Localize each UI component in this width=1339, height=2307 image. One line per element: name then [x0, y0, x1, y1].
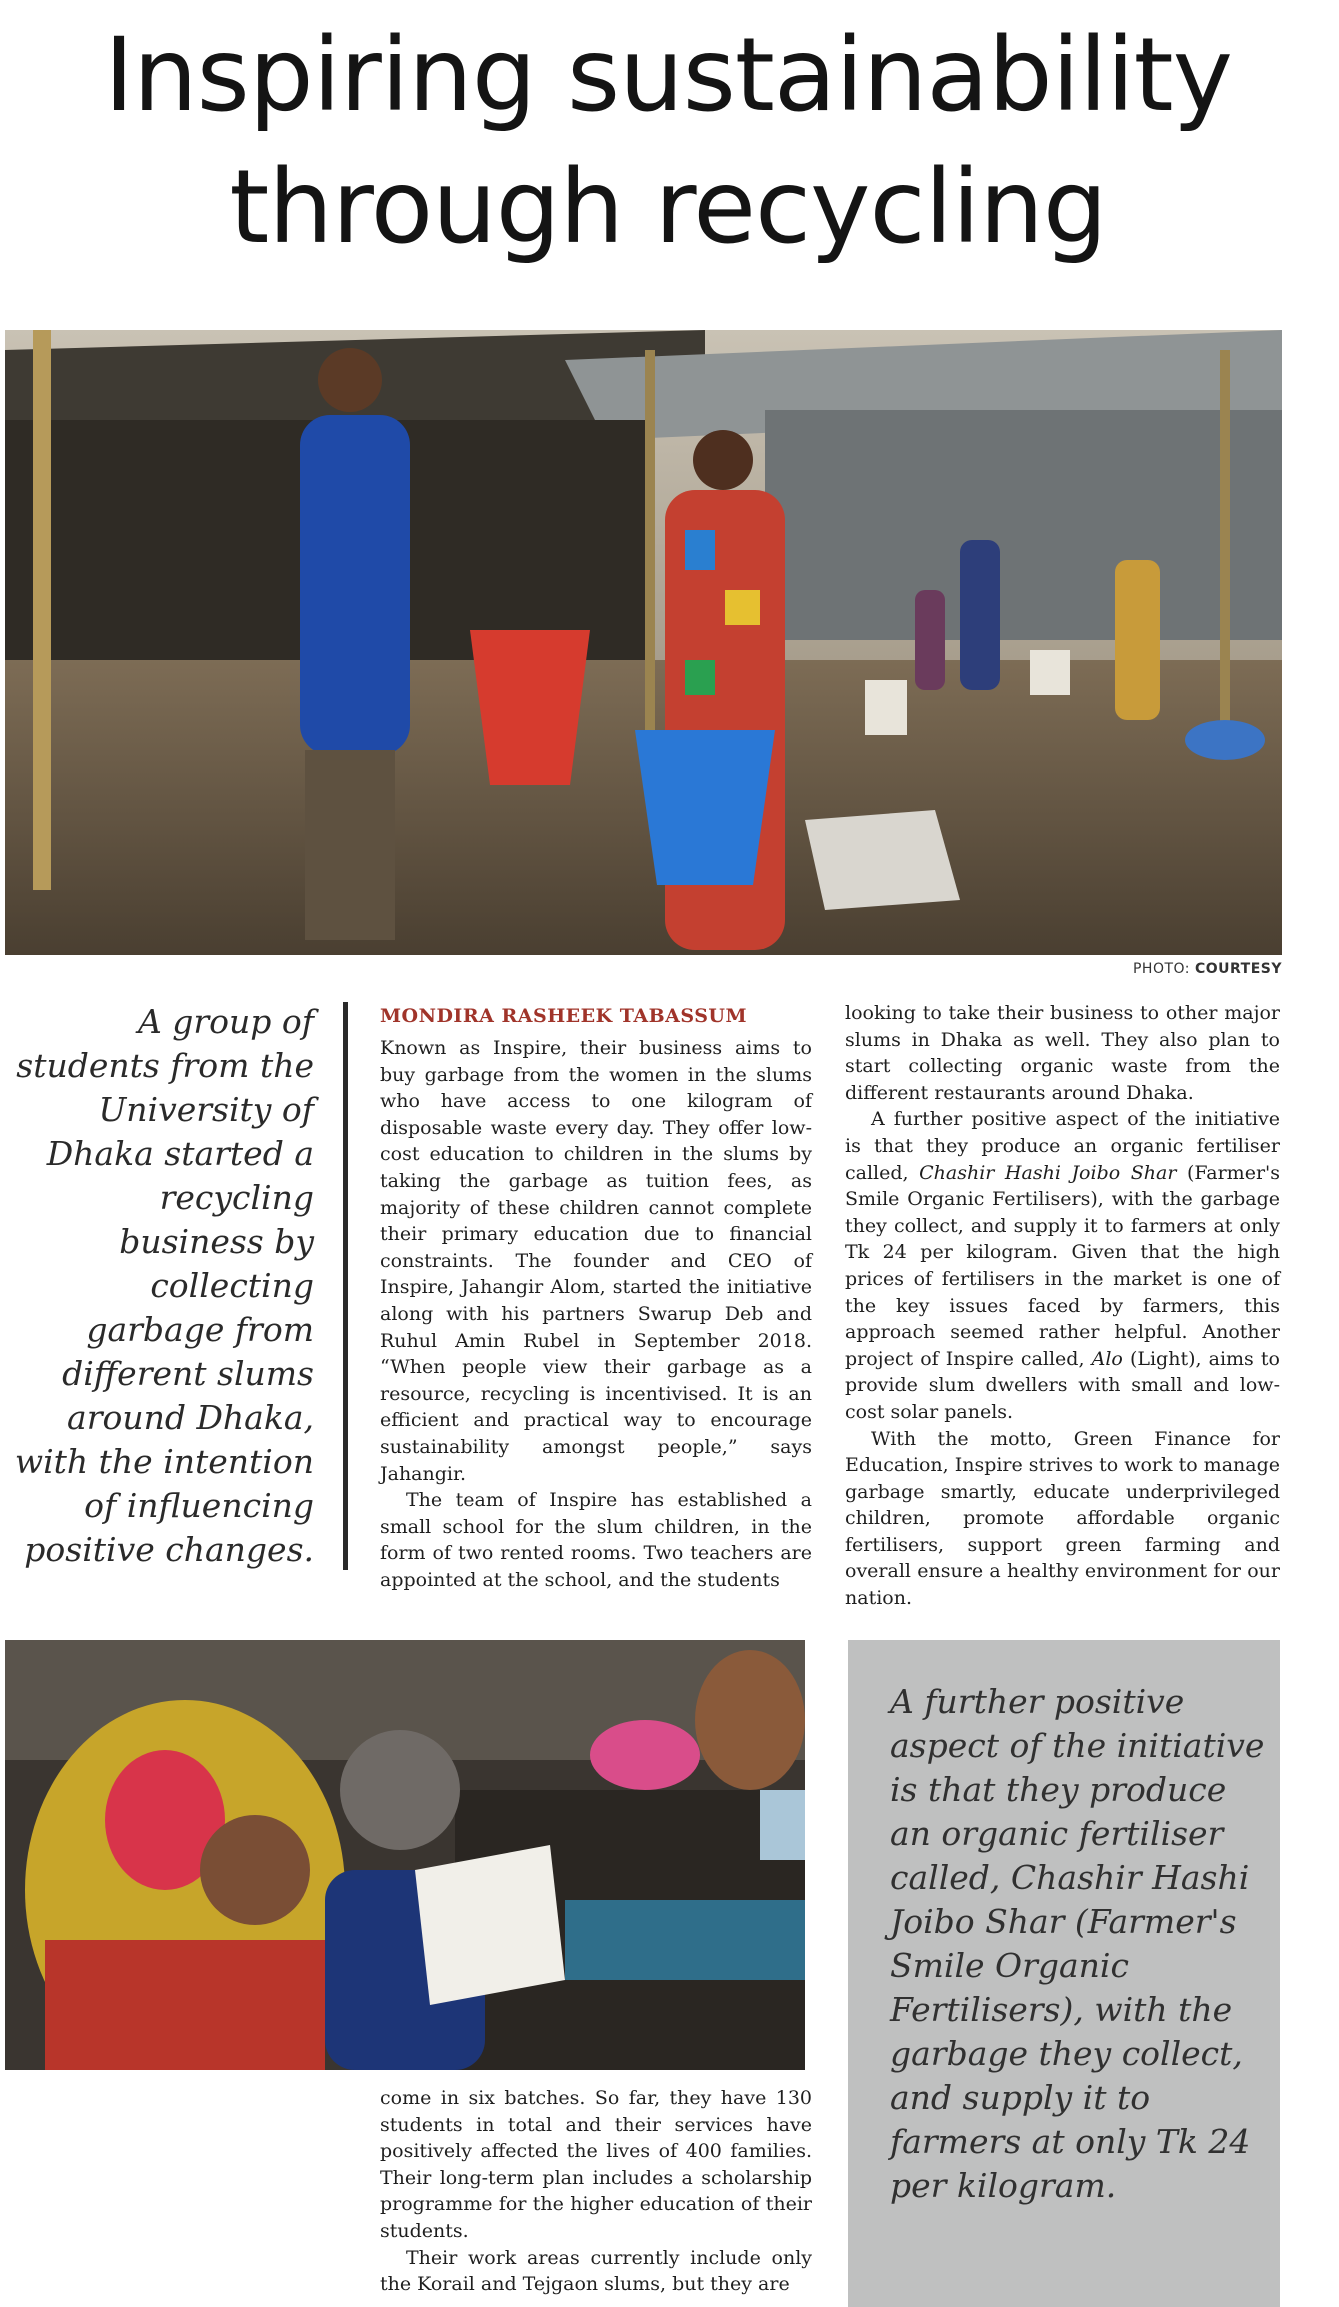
paragraph: looking to take their business to other major slums in Dhaka as well. They also plan to start collecting organic waste from the different restaurants around Dhaka.	[845, 1002, 1280, 1104]
body-column-2	[845, 1000, 1280, 1612]
byline: MONDIRA RASHEEK TABASSUM	[380, 1005, 748, 1027]
headline-line-1: Inspiring sustainability	[103, 16, 1233, 135]
paragraph: Their work areas currently include only the Korail and Tejgaon slums, but they are	[380, 2246, 812, 2296]
paragraph: Known as Inspire, their business aims to buy garbage from the women in the slums who have access to one kilogram of disposable waste every day. They offer low-cost education to children in the slums by taking the garbage as tuition fees, as majority of these children cannot complete their primary education due to financial constraints. The founder and CEO of Inspire, Jahangir Alom, started the initiative along with his partners Swarup Deb and Ruhul Amin Rubel in September 2018. “When people view their garbage as a resource, recycling is incentivised. It is an efficient and practical way to encourage sustainability amongst people,” says Jahangir.	[380, 1037, 812, 1485]
photo-credit: PHOTO: COURTESY	[1132, 961, 1282, 977]
paragraph: come in six batches. So far, they have 130 students in total and their services have positively affected the lives of 400 families. Their long-term plan includes a scholarship programme for the higher education of their students.	[380, 2087, 812, 2242]
standfirst: A group of students from the University of Dhaka started a recycling business by collecting garbage from different slums around Dhaka, with the intention of influencing positive changes.	[14, 1002, 314, 1569]
pull-quote: A further positive aspect of the initiative is that they produce an organic fertiliser called, Chashir Hashi Joibo Shar (Farmer's Smile Organic Fertilisers), with the garbage they collect, and supply it to farmers at only Tk 24 per kilogram.	[890, 1682, 1265, 2205]
paragraph: The team of Inspire has established a small school for the slum children, in the form of two rented rooms. Two teachers are appointed at the school, and the students	[380, 1489, 812, 1591]
body-column-1-continued	[380, 2085, 812, 2298]
headline	[8, 10, 1328, 274]
column-rule	[343, 1002, 348, 1570]
fertiliser-name: Chashir Hashi Joibo Shar	[919, 1161, 1177, 1184]
body-column-1	[380, 1035, 812, 1593]
main-photo	[5, 330, 1282, 955]
project-name: Alo	[1091, 1347, 1123, 1370]
headline-line-2: through recycling	[229, 148, 1107, 267]
secondary-photo	[5, 1640, 805, 2070]
paragraph: With the motto, Green Finance for Education, Inspire strives to work to manage garbage smartly, educate underprivileged children, promote affordable organic fertilisers, support green farming and overall ensure a healthy environment for our nation.	[845, 1427, 1280, 1610]
paragraph: A further positive aspect of the initiative is that they produce an organic fertiliser called, Chashir Hashi Joibo Shar (Farmer's Smile Organic Fertilisers), with the garbage they collect, and supply it to farmers at only Tk 24 per kilogram. Given that the high prices of fertilisers in the market is one of the key issues faced by farmers, this approach seemed rather helpful. Another project of Inspire called, Alo (Light), aims to provide slum dwellers with small and low-cost solar panels.	[845, 1108, 1280, 1423]
